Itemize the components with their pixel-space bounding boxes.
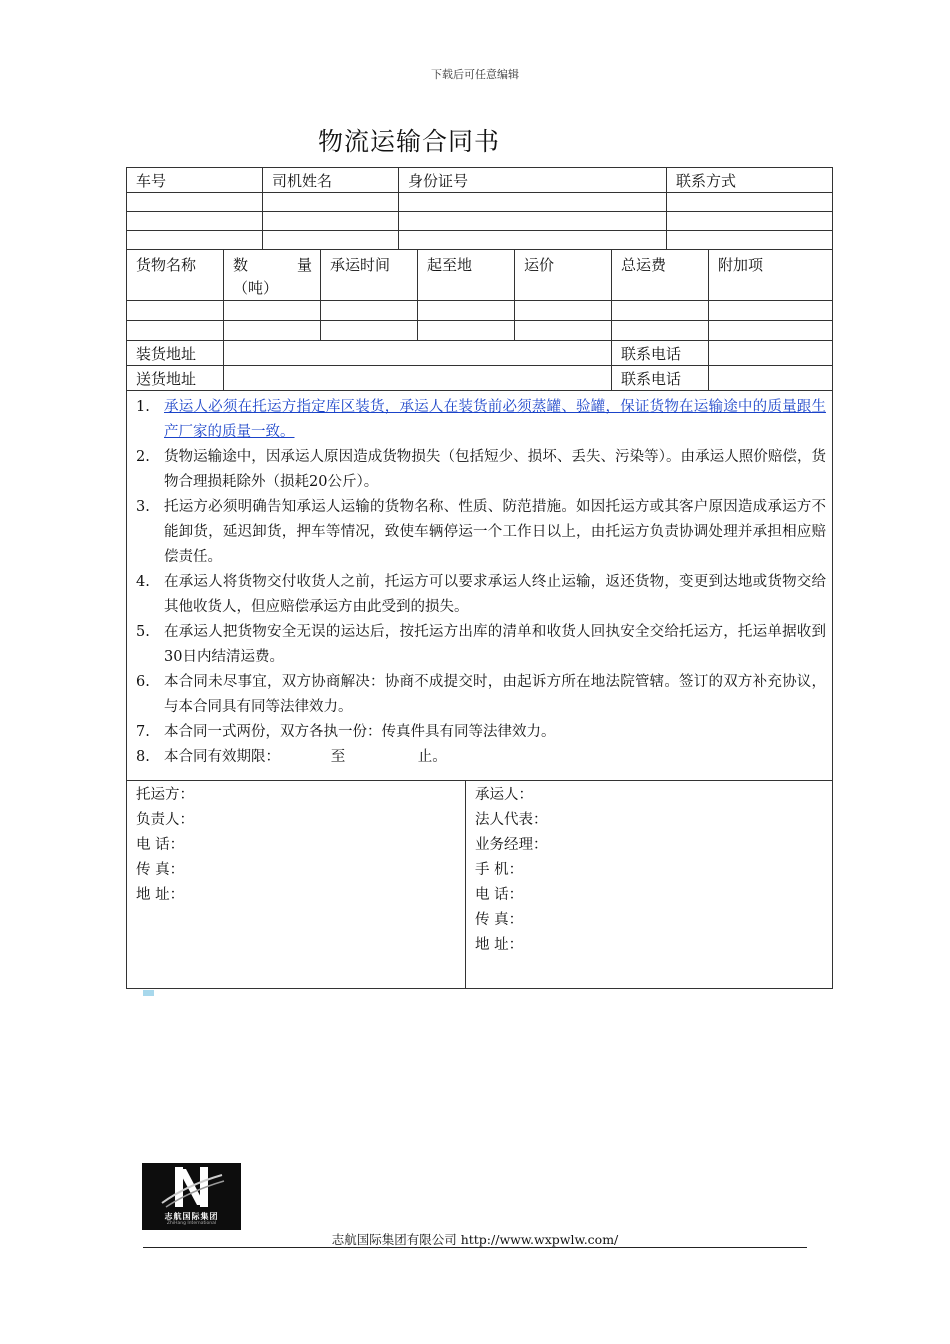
- term-number: 2.: [136, 449, 150, 465]
- row-divider: [126, 249, 833, 250]
- header-total-freight: 总运费: [621, 256, 667, 274]
- column-divider: [320, 249, 321, 340]
- terms-list: [136, 395, 826, 770]
- carrier-field: 手 机：: [475, 862, 524, 878]
- row-divider: [126, 365, 833, 366]
- header-vehicle-no: 车号: [136, 172, 167, 190]
- logo-mark-icon: [142, 1163, 241, 1211]
- term-number: 8.: [136, 749, 150, 765]
- footer-company: 志航国际集团有限公司 http://www.wxpwlw.com/: [331, 1232, 619, 1247]
- row-divider: [126, 300, 833, 301]
- logo-text: 志航国际集团: [164, 1212, 219, 1221]
- term-number: 7.: [136, 724, 150, 740]
- shipper-field: 托运方：: [136, 787, 194, 803]
- term-number: 6.: [136, 674, 150, 690]
- term-text: 托运方必须明确告知承运人运输的货物名称、性质、防范措施。如因托运方或其客户原因造成承运方不能卸货，延迟卸货，押车等情况，致使车辆停运一个工作日以上，由托运方负责协调处理并承担相应赔偿责任。: [164, 499, 826, 565]
- shipper-block: [136, 783, 194, 908]
- column-divider: [666, 167, 667, 249]
- column-divider: [514, 249, 515, 340]
- shipper-field: 传 真：: [136, 862, 185, 878]
- column-divider: [262, 167, 263, 249]
- term-number: 5.: [136, 624, 150, 640]
- header-goods-name: 货物名称: [136, 256, 197, 274]
- column-divider: [223, 249, 224, 390]
- row-divider: [126, 340, 833, 341]
- shipper-field: 负责人：: [136, 812, 194, 828]
- term-item: [136, 620, 826, 670]
- term-number: 3.: [136, 499, 150, 515]
- term-item: [136, 670, 826, 720]
- column-divider: [417, 249, 418, 340]
- carrier-field: 地 址：: [475, 937, 524, 953]
- shipper-field: 电 话：: [136, 837, 185, 853]
- term-item: [136, 395, 826, 445]
- selection-marker: [143, 990, 154, 996]
- column-divider: [708, 249, 709, 390]
- header-route: 起至地: [427, 256, 473, 274]
- page-title: 物流运输合同书: [318, 127, 501, 156]
- company-logo: [142, 1163, 241, 1230]
- column-divider: [465, 780, 466, 989]
- term-item: [136, 745, 826, 770]
- term-number: 1.: [136, 399, 150, 415]
- header-driver-name: 司机姓名: [272, 172, 333, 190]
- loading-address-label: 装货地址: [136, 345, 197, 363]
- header-rate: 运价: [524, 256, 555, 274]
- header-contact: 联系方式: [676, 172, 737, 190]
- term-text: 货物运输途中，因承运人原因造成货物损失（包括短少、损坏、丢失、污染等）。由承运人照价赔偿，货物合理损耗除外（损耗20公斤）。: [164, 449, 826, 490]
- header-quantity-unit: （吨）: [233, 279, 279, 297]
- shipper-field: 地 址：: [136, 887, 185, 903]
- header-quantity-char2: 量: [297, 256, 313, 274]
- carrier-field: 承运人：: [475, 787, 533, 803]
- header-extras: 附加项: [718, 256, 764, 274]
- term-text-link[interactable]: 承运人必须在托运方指定库区装货，承运人在装货前必须蒸罐、验罐，保证货物在运输途中的质量跟生产厂家的质量一致。: [164, 399, 826, 440]
- term-item: [136, 495, 826, 570]
- footer-divider: [143, 1247, 807, 1248]
- term-number: 4.: [136, 574, 150, 590]
- term-text: 在承运人将货物交付收货人之前，托运方可以要求承运人终止运输，返还货物，变更到达地或货物交给其他收货人，但应赔偿承运方由此受到的损失。: [164, 574, 826, 615]
- delivery-address-label: 送货地址: [136, 370, 197, 388]
- column-divider: [611, 249, 612, 390]
- header-ship-time: 承运时间: [330, 256, 391, 274]
- row-divider: [126, 320, 833, 321]
- header-quantity-char1: 数: [233, 256, 249, 274]
- column-divider: [398, 167, 399, 249]
- row-divider: [126, 211, 833, 212]
- carrier-field: 电 话：: [475, 887, 524, 903]
- carrier-field: 传 真：: [475, 912, 524, 928]
- term-item: [136, 445, 826, 495]
- carrier-block: [475, 783, 548, 958]
- header-note: 下载后可任意编辑: [431, 68, 519, 81]
- loading-phone-label: 联系电话: [621, 345, 682, 363]
- row-divider: [126, 390, 833, 391]
- row-divider: [126, 192, 833, 193]
- carrier-field: 法人代表：: [475, 812, 548, 828]
- row-divider: [126, 230, 833, 231]
- term-text: 本合同有效期限： 至 止。: [164, 749, 447, 765]
- term-text: 本合同未尽事宜，双方协商解决：协商不成提交时，由起诉方所在地法院管辖。签订的双方补充协议，与本合同具有同等法律效力。: [164, 674, 826, 715]
- term-text: 在承运人把货物安全无误的运达后，按托运方出库的清单和收货人回执安全交给托运方，托运单据收到30日内结清运费。: [164, 624, 826, 665]
- term-text: 本合同一式两份，双方各执一份：传真件具有同等法律效力。: [164, 724, 556, 740]
- carrier-field: 业务经理：: [475, 837, 548, 853]
- term-item: [136, 570, 826, 620]
- delivery-phone-label: 联系电话: [621, 370, 682, 388]
- logo-subtext: ZhiHang International: [166, 1221, 217, 1226]
- row-divider: [126, 780, 833, 781]
- term-item: [136, 720, 826, 745]
- header-id-number: 身份证号: [408, 172, 469, 190]
